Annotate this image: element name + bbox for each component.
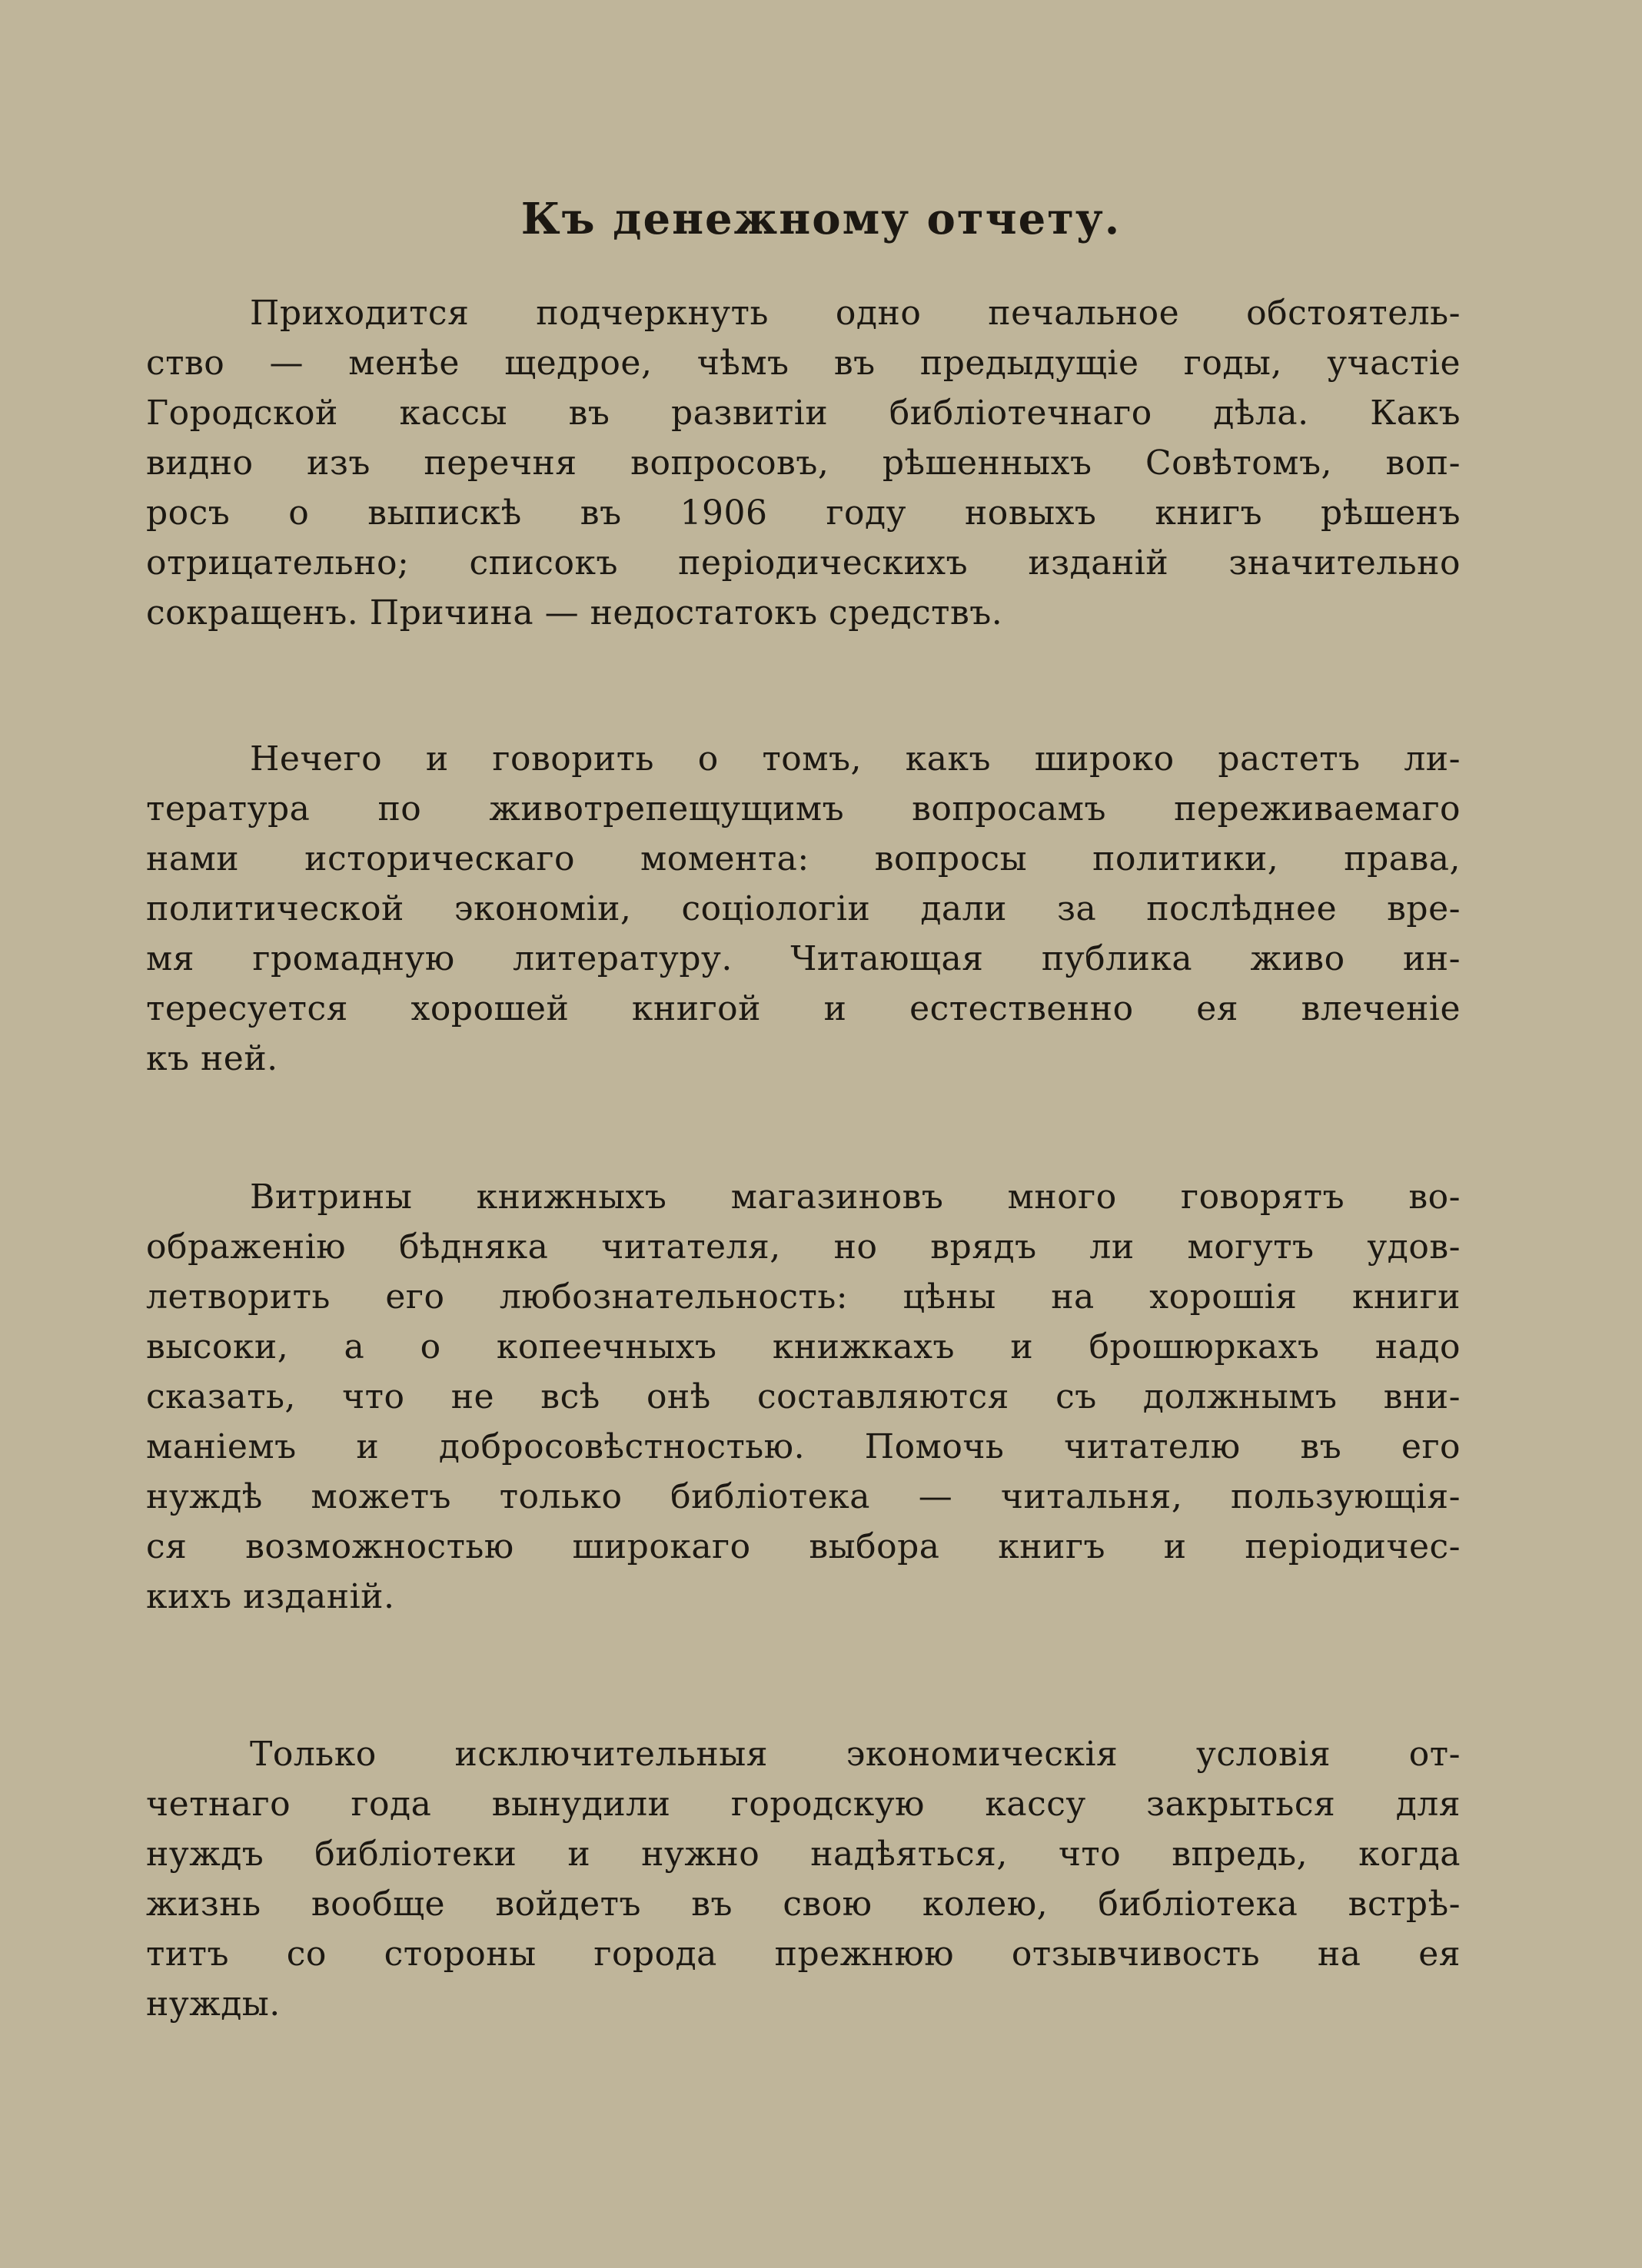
text-line: летворить его любознательность: цѣны на хорошія книги [146, 1277, 1461, 1317]
text-line: высоки, а о копеечныхъ книжкахъ и брошюркахъ надо [146, 1327, 1461, 1366]
paragraph-4 [146, 1729, 1461, 2029]
text-line: Только исключительныя экономическія условія от- [250, 1735, 1461, 1774]
text-line: нужды. [146, 1984, 281, 2024]
text-line: маніемъ и добросовѣстностью. Помочь читателю въ его [146, 1427, 1461, 1466]
text-line: тература по животрепещущимъ вопросамъ переживаемаго [146, 789, 1461, 829]
text-line: Городской кассы въ развитіи библіотечнаго дѣла. Какъ [146, 393, 1461, 433]
text-line: жизнь вообще войдетъ въ свою колею, библіотека встрѣ- [146, 1884, 1461, 1924]
text-line: нуждъ библіотеки и нужно надѣяться, что впредь, когда [146, 1835, 1461, 1874]
text-line: росъ о выпискѣ въ 1906 году новыхъ книгъ рѣшенъ [146, 493, 1461, 533]
text-line: Нечего и говорить о томъ, какъ широко растетъ ли- [250, 739, 1461, 779]
paragraph-2 [146, 734, 1461, 1084]
text-line: мя громадную литературу. Читающая публика живо ин- [146, 939, 1461, 978]
text-line: титъ со стороны города прежнюю отзывчивость на ея [146, 1934, 1461, 1974]
text-line: кихъ изданій. [146, 1577, 395, 1616]
text-line: четнаго года вынудили городскую кассу закрыться для [146, 1785, 1461, 1824]
text-line: тересуется хорошей книгой и естественно ея влеченіе [146, 989, 1461, 1028]
text-line: ся возможностью широкаго выбора книгъ и періодичес- [146, 1527, 1461, 1566]
paragraph-1 [146, 288, 1461, 638]
text-line: нами историческаго момента: вопросы политики, права, [146, 839, 1461, 878]
text-line: нуждѣ можетъ только библіотека — читальня, пользующія- [146, 1477, 1461, 1516]
text-line: сокращенъ. Причина — недостатокъ средствъ. [146, 593, 1003, 633]
text-line: отрицательно; списокъ періодическихъ изданій значительно [146, 543, 1461, 583]
text-line: Витрины книжныхъ магазиновъ много говорятъ во- [250, 1177, 1461, 1217]
text-line: сказать, что не всѣ онѣ составляются съ должнымъ вни- [146, 1377, 1461, 1416]
text-line: видно изъ перечня вопросовъ, рѣшенныхъ Совѣтомъ, воп- [146, 443, 1461, 483]
text-line: къ ней. [146, 1039, 278, 1078]
text-line: политической экономіи, соціологіи дали за послѣднее вре- [146, 889, 1461, 928]
text-line: ображенію бѣдняка читателя, но врядъ ли могутъ удов- [146, 1227, 1461, 1267]
text-line: ство — менѣе щедрое, чѣмъ въ предыдущіе годы, участіе [146, 344, 1461, 383]
paragraph-3 [146, 1172, 1461, 1622]
text-line: Приходится подчеркнуть одно печальное обстоятель- [250, 294, 1461, 333]
page-title: Къ денежному отчету. [520, 194, 1122, 244]
